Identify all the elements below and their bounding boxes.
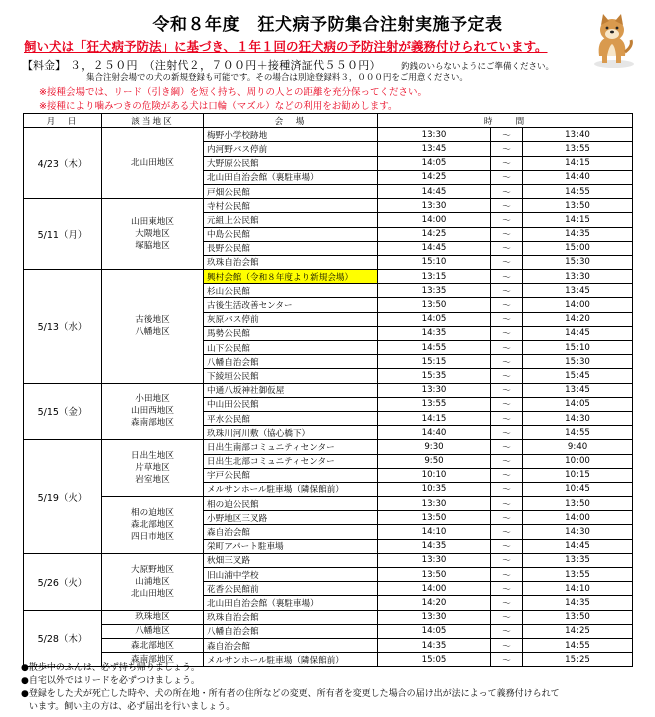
tilde-separator: ～ — [491, 511, 523, 525]
venue-cell: 宇戸公民館 — [204, 468, 378, 482]
end-time-cell: 14:20 — [523, 312, 633, 326]
venue-cell: 灰原バス停前 — [204, 312, 378, 326]
venue-cell: メルサンホール駐車場（隣保館前） — [204, 482, 378, 496]
tilde-separator: ～ — [491, 298, 523, 312]
tilde-separator: ～ — [491, 539, 523, 553]
end-time-cell: 14:25 — [523, 624, 633, 638]
header-date: 月 日 — [24, 114, 102, 128]
end-time-cell: 13:30 — [523, 270, 633, 284]
tilde-separator: ～ — [491, 355, 523, 369]
area-cell: 相の迫地区 森北部地区 四日市地区 — [102, 497, 204, 554]
venue-cell: 玖珠川河川敷（協心橋下） — [204, 426, 378, 440]
obligation-notice: 飼い犬は「狂犬病予防法」に基づき、１年１回の狂犬病の予防注射が義務付けられています。 — [24, 39, 548, 54]
date-cell: 5/13（水） — [24, 270, 102, 384]
date-cell: 5/19（火） — [24, 440, 102, 554]
schedule-body — [24, 128, 633, 667]
start-time-cell: 10:10 — [378, 468, 491, 482]
end-time-cell: 15:10 — [523, 341, 633, 355]
header-area: 該当地区 — [102, 114, 204, 128]
venue-cell: 北山田自治会館（裏駐車場） — [204, 170, 378, 184]
tilde-separator: ～ — [491, 326, 523, 340]
start-time-cell: 14:55 — [378, 341, 491, 355]
start-time-cell: 15:35 — [378, 369, 491, 383]
tilde-separator: ～ — [491, 270, 523, 284]
table-row — [24, 553, 633, 567]
table-row — [24, 624, 633, 638]
date-cell: 5/11（月） — [24, 199, 102, 270]
area-cell: 小田地区 山田西地区 森南部地区 — [102, 383, 204, 440]
area-cell: 日出生地区 片草地区 岩室地区 — [102, 440, 204, 497]
tilde-separator: ～ — [491, 213, 523, 227]
start-time-cell: 13:30 — [378, 199, 491, 213]
date-cell: 5/26（火） — [24, 553, 102, 610]
start-time-cell: 13:30 — [378, 553, 491, 567]
venue-cell: 玖珠自治会館 — [204, 610, 378, 624]
start-time-cell: 14:05 — [378, 624, 491, 638]
venue-cell: 栄町アパート駐車場 — [204, 539, 378, 553]
venue-cell: 寺村公民館 — [204, 199, 378, 213]
end-time-cell: 14:45 — [523, 539, 633, 553]
venue-cell: 山下公民館 — [204, 341, 378, 355]
venue-cell: 相の迫公民館 — [204, 497, 378, 511]
start-time-cell: 14:35 — [378, 539, 491, 553]
tilde-separator: ～ — [491, 227, 523, 241]
end-time-cell: 10:15 — [523, 468, 633, 482]
table-row — [24, 497, 633, 511]
venue-cell: 長野公民館 — [204, 241, 378, 255]
start-time-cell: 13:50 — [378, 568, 491, 582]
date-cell: 5/15（金） — [24, 383, 102, 440]
tilde-separator: ～ — [491, 468, 523, 482]
end-time-cell: 13:50 — [523, 610, 633, 624]
tilde-separator: ～ — [491, 582, 523, 596]
end-time-cell: 14:55 — [523, 638, 633, 652]
table-row — [24, 128, 633, 142]
venue-cell: 平水公民館 — [204, 411, 378, 425]
muzzle-warning: ※接種により噛みつきの危険がある犬は口輪（マズル）などの利用をお勧めします。 — [39, 101, 398, 112]
header-time: 時 間 — [378, 114, 633, 128]
start-time-cell: 10:35 — [378, 482, 491, 496]
tilde-separator: ～ — [491, 170, 523, 184]
tilde-separator: ～ — [491, 525, 523, 539]
schedule-table — [23, 113, 633, 667]
end-time-cell: 15:30 — [523, 355, 633, 369]
start-time-cell: 14:10 — [378, 525, 491, 539]
start-time-cell: 13:15 — [378, 270, 491, 284]
table-row — [24, 270, 633, 284]
tilde-separator: ～ — [491, 369, 523, 383]
area-cell: 玖珠地区 — [102, 610, 204, 624]
start-time-cell: 13:30 — [378, 383, 491, 397]
end-time-cell: 13:50 — [523, 199, 633, 213]
fee-value: ３，２５０円 （注射代２，７００円＋接種済証代５５０円） — [70, 59, 381, 72]
tilde-separator: ～ — [491, 312, 523, 326]
start-time-cell: 15:05 — [378, 653, 491, 667]
venue-cell: 日出生北部コミュニティセンター — [204, 454, 378, 468]
start-time-cell: 14:00 — [378, 582, 491, 596]
end-time-cell: 14:30 — [523, 525, 633, 539]
tilde-separator: ～ — [491, 610, 523, 624]
tilde-separator: ～ — [491, 482, 523, 496]
tilde-separator: ～ — [491, 397, 523, 411]
tilde-separator: ～ — [491, 142, 523, 156]
tilde-separator: ～ — [491, 255, 523, 269]
table-header-row — [24, 114, 633, 128]
footer-note-leash: ●自宅以外ではリードを必ずつけましょう。 — [21, 676, 200, 686]
start-time-cell: 14:45 — [378, 241, 491, 255]
end-time-cell: 13:55 — [523, 142, 633, 156]
start-time-cell: 13:35 — [378, 284, 491, 298]
fee-label: 【料金】 — [22, 59, 66, 72]
end-time-cell: 10:00 — [523, 454, 633, 468]
venue-cell: 内河野バス停前 — [204, 142, 378, 156]
footer-note-registration: ●登録をした犬が死亡した時や、犬の所在地・所有者の住所などの変更、所有者を変更した場合の届け出が法によって義務付けられて — [21, 689, 560, 699]
table-row — [24, 199, 633, 213]
area-cell: 北山田地区 — [102, 128, 204, 199]
end-time-cell: 14:10 — [523, 582, 633, 596]
header-venue: 会 場 — [204, 114, 378, 128]
end-time-cell: 15:45 — [523, 369, 633, 383]
end-time-cell: 13:45 — [523, 284, 633, 298]
registration-note: 集合注射会場での犬の新規登録も可能です。その場合は別途登録料３，０００円をご用意ください。 — [86, 73, 468, 83]
footer-note-waste: ●散歩中のふんは、必ず持ち帰りましょう。 — [21, 663, 200, 673]
venue-cell: 八幡自治会館 — [204, 624, 378, 638]
end-time-cell: 14:35 — [523, 596, 633, 610]
table-row — [24, 638, 633, 652]
end-time-cell: 14:15 — [523, 156, 633, 170]
table-row — [24, 440, 633, 454]
start-time-cell: 14:40 — [378, 426, 491, 440]
venue-cell: メルサンホール駐車場（隣保館前） — [204, 653, 378, 667]
table-row — [24, 383, 633, 397]
end-time-cell: 14:40 — [523, 170, 633, 184]
end-time-cell: 15:30 — [523, 255, 633, 269]
end-time-cell: 14:00 — [523, 511, 633, 525]
area-cell: 山田東地区 大隈地区 塚脇地区 — [102, 199, 204, 270]
end-time-cell: 14:00 — [523, 298, 633, 312]
start-time-cell: 13:30 — [378, 128, 491, 142]
end-time-cell: 14:35 — [523, 227, 633, 241]
start-time-cell: 13:50 — [378, 298, 491, 312]
tilde-separator: ～ — [491, 156, 523, 170]
end-time-cell: 10:45 — [523, 482, 633, 496]
venue-cell: 北山田自治会館（裏駐車場） — [204, 596, 378, 610]
fee-change-note: 釣銭のいらないようにご準備ください。 — [401, 62, 555, 72]
tilde-separator: ～ — [491, 440, 523, 454]
venue-cell: 玖珠自治会館 — [204, 255, 378, 269]
tilde-separator: ～ — [491, 653, 523, 667]
start-time-cell: 14:20 — [378, 596, 491, 610]
end-time-cell: 15:25 — [523, 653, 633, 667]
tilde-separator: ～ — [491, 383, 523, 397]
venue-cell: 中島公民館 — [204, 227, 378, 241]
tilde-separator: ～ — [491, 497, 523, 511]
start-time-cell: 14:45 — [378, 184, 491, 198]
venue-cell: 旧山浦中学校 — [204, 568, 378, 582]
venue-cell: 花香公民館前 — [204, 582, 378, 596]
end-time-cell: 15:00 — [523, 241, 633, 255]
end-time-cell: 13:35 — [523, 553, 633, 567]
tilde-separator: ～ — [491, 184, 523, 198]
tilde-separator: ～ — [491, 199, 523, 213]
end-time-cell: 14:05 — [523, 397, 633, 411]
venue-cell: 古後生活改善センター — [204, 298, 378, 312]
start-time-cell: 13:45 — [378, 142, 491, 156]
start-time-cell: 9:30 — [378, 440, 491, 454]
venue-cell: 中通八坂神社御仮屋 — [204, 383, 378, 397]
tilde-separator: ～ — [491, 596, 523, 610]
start-time-cell: 14:35 — [378, 638, 491, 652]
start-time-cell: 13:50 — [378, 511, 491, 525]
venue-cell: 戸畑公民館 — [204, 184, 378, 198]
tilde-separator: ～ — [491, 426, 523, 440]
venue-cell: 大野原公民館 — [204, 156, 378, 170]
tilde-separator: ～ — [491, 284, 523, 298]
tilde-separator: ～ — [491, 553, 523, 567]
footer-note-registration-cont: います。飼い主の方は、必ず届出を行いましょう。 — [29, 702, 236, 712]
area-cell: 八幡地区 — [102, 624, 204, 638]
start-time-cell: 14:25 — [378, 227, 491, 241]
tilde-separator: ～ — [491, 638, 523, 652]
tilde-separator: ～ — [491, 624, 523, 638]
end-time-cell: 14:30 — [523, 411, 633, 425]
venue-cell: 小野地区三叉路 — [204, 511, 378, 525]
venue-cell: 興村会館（令和８年度より新規会場） — [204, 270, 378, 284]
venue-cell: 秋畑三叉路 — [204, 553, 378, 567]
start-time-cell: 9:50 — [378, 454, 491, 468]
end-time-cell: 13:50 — [523, 497, 633, 511]
start-time-cell: 14:00 — [378, 213, 491, 227]
venue-cell: 八幡自治会館 — [204, 355, 378, 369]
date-cell: 4/23（木） — [24, 128, 102, 199]
table-row — [24, 610, 633, 624]
start-time-cell: 13:55 — [378, 397, 491, 411]
area-cell: 森南部地区 — [102, 653, 204, 667]
tilde-separator: ～ — [491, 411, 523, 425]
venue-cell: 中山田公民館 — [204, 397, 378, 411]
start-time-cell: 14:05 — [378, 156, 491, 170]
tilde-separator: ～ — [491, 341, 523, 355]
venue-cell: 森自治会館 — [204, 525, 378, 539]
end-time-cell: 9:40 — [523, 440, 633, 454]
area-cell: 大原野地区 山浦地区 北山田地区 — [102, 553, 204, 610]
venue-cell: 馬勢公民館 — [204, 326, 378, 340]
leash-warning: ※接種会場では、リード（引き綱）を短く持ち、周りの人との距離を充分保ってください。 — [39, 87, 427, 98]
venue-cell: 下綾垣公民館 — [204, 369, 378, 383]
venue-cell: 梅野小学校跡地 — [204, 128, 378, 142]
dog-illustration-icon — [585, 12, 637, 70]
start-time-cell: 14:15 — [378, 411, 491, 425]
end-time-cell: 14:15 — [523, 213, 633, 227]
end-time-cell: 13:40 — [523, 128, 633, 142]
end-time-cell: 13:45 — [523, 383, 633, 397]
area-cell: 森北部地区 — [102, 638, 204, 652]
tilde-separator: ～ — [491, 568, 523, 582]
venue-cell: 元組上公民館 — [204, 213, 378, 227]
date-cell: 5/28（木） — [24, 610, 102, 667]
area-cell: 古後地区 八幡地区 — [102, 270, 204, 384]
end-time-cell: 14:55 — [523, 426, 633, 440]
tilde-separator: ～ — [491, 454, 523, 468]
tilde-separator: ～ — [491, 241, 523, 255]
end-time-cell: 14:55 — [523, 184, 633, 198]
start-time-cell: 14:35 — [378, 326, 491, 340]
start-time-cell: 13:30 — [378, 610, 491, 624]
start-time-cell: 14:05 — [378, 312, 491, 326]
venue-cell: 森自治会館 — [204, 638, 378, 652]
start-time-cell: 15:10 — [378, 255, 491, 269]
venue-cell: 杉山公民館 — [204, 284, 378, 298]
venue-cell: 日出生南部コミュニティセンター — [204, 440, 378, 454]
start-time-cell: 13:30 — [378, 497, 491, 511]
page-title: 令和８年度 狂犬病予防集合注射実施予定表 — [152, 15, 503, 35]
start-time-cell: 14:25 — [378, 170, 491, 184]
tilde-separator: ～ — [491, 128, 523, 142]
end-time-cell: 14:45 — [523, 326, 633, 340]
start-time-cell: 15:15 — [378, 355, 491, 369]
end-time-cell: 13:55 — [523, 568, 633, 582]
